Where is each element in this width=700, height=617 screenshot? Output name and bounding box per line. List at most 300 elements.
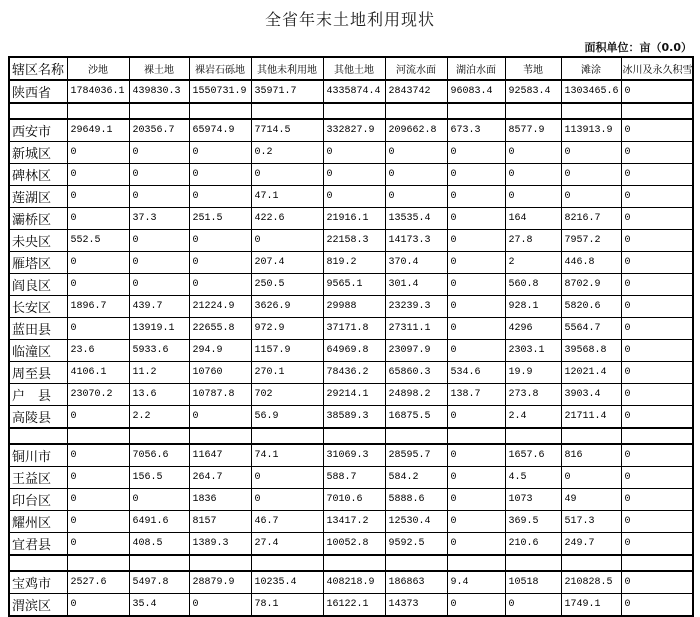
value-cell: 5933.6 xyxy=(129,340,189,362)
value-cell: 3903.4 xyxy=(561,384,621,406)
value-cell: 1389.3 xyxy=(189,533,251,556)
value-cell: 23070.2 xyxy=(67,384,129,406)
value-cell xyxy=(561,103,621,119)
value-cell: 0 xyxy=(505,594,561,617)
value-cell: 0 xyxy=(385,164,447,186)
value-cell: 13.6 xyxy=(129,384,189,406)
value-cell: 0 xyxy=(251,489,323,511)
column-header: 沙地 xyxy=(67,57,129,80)
value-cell: 0 xyxy=(189,594,251,617)
table-row xyxy=(9,318,693,340)
value-cell: 0 xyxy=(621,142,693,164)
value-cell: 5888.6 xyxy=(385,489,447,511)
value-cell: 9592.5 xyxy=(385,533,447,556)
value-cell: 0 xyxy=(189,274,251,296)
value-cell: 972.9 xyxy=(251,318,323,340)
value-cell: 10760 xyxy=(189,362,251,384)
value-cell: 186863 xyxy=(385,571,447,594)
value-cell: 7957.2 xyxy=(561,230,621,252)
value-cell: 0 xyxy=(447,274,505,296)
value-cell: 7056.6 xyxy=(129,444,189,467)
value-cell: 552.5 xyxy=(67,230,129,252)
column-header-district: 辖区名称 xyxy=(9,57,67,80)
value-cell: 16122.1 xyxy=(323,594,385,617)
value-cell: 0 xyxy=(129,142,189,164)
value-cell: 21224.9 xyxy=(189,296,251,318)
value-cell: 113913.9 xyxy=(561,119,621,142)
value-cell: 0 xyxy=(67,318,129,340)
value-cell: 0 xyxy=(67,467,129,489)
value-cell: 0 xyxy=(505,164,561,186)
value-cell: 1784036.1 xyxy=(67,80,129,103)
value-cell: 210828.5 xyxy=(561,571,621,594)
value-cell: 31069.3 xyxy=(323,444,385,467)
value-cell: 8157 xyxy=(189,511,251,533)
value-cell: 1073 xyxy=(505,489,561,511)
table-row xyxy=(9,80,693,103)
value-cell: 22158.3 xyxy=(323,230,385,252)
table-header xyxy=(9,57,693,80)
value-cell: 5564.7 xyxy=(561,318,621,340)
value-cell: 560.8 xyxy=(505,274,561,296)
value-cell: 39568.8 xyxy=(561,340,621,362)
value-cell: 0 xyxy=(621,186,693,208)
table-row xyxy=(9,594,693,617)
value-cell: 210.6 xyxy=(505,533,561,556)
value-cell: 0 xyxy=(621,511,693,533)
value-cell: 0 xyxy=(621,444,693,467)
table-body xyxy=(9,80,693,616)
row-name-cell: 渭滨区 xyxy=(9,594,67,617)
table-row xyxy=(9,489,693,511)
value-cell: 0 xyxy=(67,252,129,274)
value-cell xyxy=(385,103,447,119)
table-row xyxy=(9,340,693,362)
value-cell: 207.4 xyxy=(251,252,323,274)
value-cell: 0 xyxy=(447,142,505,164)
value-cell: 49 xyxy=(561,489,621,511)
value-cell: 0 xyxy=(447,340,505,362)
table-row xyxy=(9,119,693,142)
value-cell: 23.6 xyxy=(67,340,129,362)
column-header: 裸土地 xyxy=(129,57,189,80)
value-cell: 35.4 xyxy=(129,594,189,617)
value-cell: 250.5 xyxy=(251,274,323,296)
row-name-cell: 宝鸡市 xyxy=(9,571,67,594)
value-cell: 408.5 xyxy=(129,533,189,556)
value-cell: 0 xyxy=(189,406,251,429)
value-cell: 370.4 xyxy=(385,252,447,274)
value-cell: 0 xyxy=(129,186,189,208)
value-cell: 1749.1 xyxy=(561,594,621,617)
value-cell: 0 xyxy=(67,208,129,230)
value-cell: 4335874.4 xyxy=(323,80,385,103)
value-cell: 35971.7 xyxy=(251,80,323,103)
value-cell: 1303465.6 xyxy=(561,80,621,103)
separator-row xyxy=(9,555,693,571)
value-cell: 38589.3 xyxy=(323,406,385,429)
value-cell: 0 xyxy=(621,340,693,362)
value-cell: 0 xyxy=(189,230,251,252)
value-cell: 422.6 xyxy=(251,208,323,230)
value-cell: 0 xyxy=(129,489,189,511)
value-cell: 0 xyxy=(251,230,323,252)
row-name-cell: 印台区 xyxy=(9,489,67,511)
row-name-cell: 雁塔区 xyxy=(9,252,67,274)
table-row xyxy=(9,274,693,296)
column-header: 湖泊水面 xyxy=(447,57,505,80)
land-use-table xyxy=(8,56,694,617)
value-cell xyxy=(621,555,693,571)
value-cell: 46.7 xyxy=(251,511,323,533)
value-cell: 294.9 xyxy=(189,340,251,362)
value-cell: 0 xyxy=(385,186,447,208)
value-cell: 6491.6 xyxy=(129,511,189,533)
value-cell: 270.1 xyxy=(251,362,323,384)
value-cell: 78.1 xyxy=(251,594,323,617)
value-cell: 249.7 xyxy=(561,533,621,556)
value-cell: 0 xyxy=(189,252,251,274)
value-cell: 156.5 xyxy=(129,467,189,489)
table-row xyxy=(9,230,693,252)
area-unit-note: 面积单位：亩（0.0） xyxy=(584,41,692,54)
value-cell: 439.7 xyxy=(129,296,189,318)
table-row xyxy=(9,164,693,186)
value-cell: 0 xyxy=(323,186,385,208)
value-cell xyxy=(189,428,251,444)
row-name-cell: 碑林区 xyxy=(9,164,67,186)
value-cell: 14173.3 xyxy=(385,230,447,252)
value-cell: 21711.4 xyxy=(561,406,621,429)
value-cell: 0.2 xyxy=(251,142,323,164)
value-cell: 0 xyxy=(505,142,561,164)
value-cell: 702 xyxy=(251,384,323,406)
value-cell: 1157.9 xyxy=(251,340,323,362)
value-cell: 0 xyxy=(447,230,505,252)
value-cell: 0 xyxy=(447,252,505,274)
value-cell: 37171.8 xyxy=(323,318,385,340)
value-cell: 10518 xyxy=(505,571,561,594)
value-cell: 27.8 xyxy=(505,230,561,252)
row-name-cell: 户 县 xyxy=(9,384,67,406)
value-cell: 8216.7 xyxy=(561,208,621,230)
value-cell: 0 xyxy=(621,274,693,296)
value-cell: 0 xyxy=(561,164,621,186)
value-cell xyxy=(129,103,189,119)
value-cell: 23097.9 xyxy=(385,340,447,362)
value-cell: 0 xyxy=(189,186,251,208)
value-cell: 928.1 xyxy=(505,296,561,318)
value-cell: 534.6 xyxy=(447,362,505,384)
value-cell xyxy=(505,103,561,119)
value-cell xyxy=(67,555,129,571)
value-cell: 0 xyxy=(67,274,129,296)
value-cell: 2.4 xyxy=(505,406,561,429)
value-cell: 408218.9 xyxy=(323,571,385,594)
value-cell: 0 xyxy=(67,533,129,556)
row-name-cell xyxy=(9,555,67,571)
separator-row xyxy=(9,103,693,119)
value-cell: 0 xyxy=(447,511,505,533)
table-row xyxy=(9,252,693,274)
value-cell: 2 xyxy=(505,252,561,274)
value-cell: 11647 xyxy=(189,444,251,467)
value-cell: 517.3 xyxy=(561,511,621,533)
value-cell: 0 xyxy=(129,164,189,186)
value-cell: 273.8 xyxy=(505,384,561,406)
value-cell xyxy=(251,103,323,119)
value-cell xyxy=(505,428,561,444)
row-name-cell xyxy=(9,428,67,444)
value-cell: 24898.2 xyxy=(385,384,447,406)
value-cell xyxy=(67,103,129,119)
value-cell: 164 xyxy=(505,208,561,230)
value-cell: 0 xyxy=(621,533,693,556)
value-cell: 0 xyxy=(67,406,129,429)
value-cell: 0 xyxy=(621,489,693,511)
table-row xyxy=(9,384,693,406)
row-name-cell: 周至县 xyxy=(9,362,67,384)
value-cell: 138.7 xyxy=(447,384,505,406)
table-row xyxy=(9,444,693,467)
value-cell: 588.7 xyxy=(323,467,385,489)
value-cell: 0 xyxy=(189,164,251,186)
row-name-cell: 阎良区 xyxy=(9,274,67,296)
row-name-cell: 灞桥区 xyxy=(9,208,67,230)
value-cell: 12530.4 xyxy=(385,511,447,533)
table-row xyxy=(9,571,693,594)
value-cell: 29649.1 xyxy=(67,119,129,142)
value-cell: 0 xyxy=(621,362,693,384)
value-cell: 0 xyxy=(129,274,189,296)
table-row xyxy=(9,533,693,556)
table-row xyxy=(9,406,693,429)
value-cell: 27311.1 xyxy=(385,318,447,340)
value-cell: 819.2 xyxy=(323,252,385,274)
value-cell: 8702.9 xyxy=(561,274,621,296)
value-cell: 47.1 xyxy=(251,186,323,208)
value-cell: 29988 xyxy=(323,296,385,318)
value-cell xyxy=(251,555,323,571)
value-cell xyxy=(323,103,385,119)
value-cell: 0 xyxy=(67,489,129,511)
value-cell xyxy=(129,555,189,571)
table-row xyxy=(9,296,693,318)
value-cell: 0 xyxy=(67,164,129,186)
value-cell: 1550731.9 xyxy=(189,80,251,103)
value-cell: 5497.8 xyxy=(129,571,189,594)
value-cell: 28595.7 xyxy=(385,444,447,467)
value-cell: 21916.1 xyxy=(323,208,385,230)
value-cell: 332827.9 xyxy=(323,119,385,142)
value-cell: 0 xyxy=(621,164,693,186)
row-name-cell: 新城区 xyxy=(9,142,67,164)
value-cell xyxy=(323,555,385,571)
value-cell xyxy=(447,103,505,119)
value-cell: 9565.1 xyxy=(323,274,385,296)
value-cell: 5820.6 xyxy=(561,296,621,318)
value-cell: 0 xyxy=(67,186,129,208)
value-cell: 0 xyxy=(621,318,693,340)
value-cell: 0 xyxy=(323,142,385,164)
value-cell: 1836 xyxy=(189,489,251,511)
value-cell xyxy=(129,428,189,444)
value-cell: 28879.9 xyxy=(189,571,251,594)
value-cell: 0 xyxy=(621,467,693,489)
value-cell: 7714.5 xyxy=(251,119,323,142)
value-cell: 0 xyxy=(621,296,693,318)
value-cell: 0 xyxy=(447,489,505,511)
value-cell: 439830.3 xyxy=(129,80,189,103)
table-row xyxy=(9,511,693,533)
value-cell: 2303.1 xyxy=(505,340,561,362)
value-cell: 9.4 xyxy=(447,571,505,594)
value-cell: 29214.1 xyxy=(323,384,385,406)
value-cell xyxy=(251,428,323,444)
value-cell: 23239.3 xyxy=(385,296,447,318)
value-cell: 301.4 xyxy=(385,274,447,296)
value-cell: 0 xyxy=(447,444,505,467)
column-header: 河流水面 xyxy=(385,57,447,80)
value-cell: 0 xyxy=(129,252,189,274)
value-cell: 816 xyxy=(561,444,621,467)
row-name-cell xyxy=(9,103,67,119)
value-cell: 0 xyxy=(447,467,505,489)
value-cell: 74.1 xyxy=(251,444,323,467)
value-cell: 209662.8 xyxy=(385,119,447,142)
table-row xyxy=(9,208,693,230)
value-cell: 92583.4 xyxy=(505,80,561,103)
value-cell: 7010.6 xyxy=(323,489,385,511)
value-cell: 251.5 xyxy=(189,208,251,230)
value-cell xyxy=(67,428,129,444)
row-name-cell: 蓝田县 xyxy=(9,318,67,340)
value-cell xyxy=(323,428,385,444)
page-title: 全省年末土地利用现状 xyxy=(264,10,435,29)
value-cell: 0 xyxy=(561,142,621,164)
value-cell: 0 xyxy=(385,142,447,164)
value-cell: 13535.4 xyxy=(385,208,447,230)
value-cell: 4.5 xyxy=(505,467,561,489)
value-cell xyxy=(561,428,621,444)
column-header: 冰川及永久积雪 xyxy=(621,57,693,80)
table-header-row xyxy=(9,57,693,80)
value-cell xyxy=(189,103,251,119)
value-cell: 19.9 xyxy=(505,362,561,384)
row-name-cell: 西安市 xyxy=(9,119,67,142)
value-cell: 0 xyxy=(189,142,251,164)
value-cell: 13417.2 xyxy=(323,511,385,533)
value-cell: 0 xyxy=(447,594,505,617)
value-cell: 0 xyxy=(621,594,693,617)
value-cell: 0 xyxy=(621,571,693,594)
row-name-cell: 宜君县 xyxy=(9,533,67,556)
value-cell: 0 xyxy=(447,533,505,556)
value-cell: 0 xyxy=(447,318,505,340)
value-cell: 0 xyxy=(621,406,693,429)
value-cell: 0 xyxy=(447,296,505,318)
value-cell: 2843742 xyxy=(385,80,447,103)
value-cell: 65860.3 xyxy=(385,362,447,384)
row-name-cell: 高陵县 xyxy=(9,406,67,429)
value-cell: 2527.6 xyxy=(67,571,129,594)
value-cell: 27.4 xyxy=(251,533,323,556)
value-cell: 14373 xyxy=(385,594,447,617)
column-header: 其他土地 xyxy=(323,57,385,80)
value-cell: 264.7 xyxy=(189,467,251,489)
value-cell: 1657.6 xyxy=(505,444,561,467)
value-cell xyxy=(385,555,447,571)
value-cell xyxy=(189,555,251,571)
value-cell: 0 xyxy=(505,186,561,208)
row-name-cell: 临潼区 xyxy=(9,340,67,362)
value-cell: 56.9 xyxy=(251,406,323,429)
value-cell: 1896.7 xyxy=(67,296,129,318)
row-name-cell: 长安区 xyxy=(9,296,67,318)
value-cell: 673.3 xyxy=(447,119,505,142)
separator-row xyxy=(9,428,693,444)
value-cell: 96083.4 xyxy=(447,80,505,103)
column-header: 苇地 xyxy=(505,57,561,80)
row-name-cell: 未央区 xyxy=(9,230,67,252)
value-cell: 22655.8 xyxy=(189,318,251,340)
value-cell: 0 xyxy=(621,208,693,230)
value-cell: 2.2 xyxy=(129,406,189,429)
value-cell xyxy=(447,555,505,571)
value-cell: 0 xyxy=(323,164,385,186)
column-header: 裸岩石砾地 xyxy=(189,57,251,80)
value-cell: 8577.9 xyxy=(505,119,561,142)
value-cell: 0 xyxy=(447,208,505,230)
row-name-cell: 铜川市 xyxy=(9,444,67,467)
row-name-cell: 莲湖区 xyxy=(9,186,67,208)
table-row xyxy=(9,142,693,164)
value-cell: 64969.8 xyxy=(323,340,385,362)
value-cell: 0 xyxy=(621,252,693,274)
column-header: 滩涂 xyxy=(561,57,621,80)
value-cell xyxy=(621,103,693,119)
value-cell: 3626.9 xyxy=(251,296,323,318)
table-row xyxy=(9,186,693,208)
value-cell: 446.8 xyxy=(561,252,621,274)
value-cell: 13919.1 xyxy=(129,318,189,340)
value-cell xyxy=(621,428,693,444)
value-cell: 0 xyxy=(251,164,323,186)
value-cell: 0 xyxy=(67,142,129,164)
value-cell xyxy=(447,428,505,444)
column-header: 其他未利用地 xyxy=(251,57,323,80)
value-cell: 0 xyxy=(67,444,129,467)
value-cell: 4296 xyxy=(505,318,561,340)
table-row xyxy=(9,362,693,384)
value-cell: 12021.4 xyxy=(561,362,621,384)
value-cell: 0 xyxy=(67,511,129,533)
value-cell: 4106.1 xyxy=(67,362,129,384)
row-name-cell: 陕西省 xyxy=(9,80,67,103)
value-cell xyxy=(505,555,561,571)
value-cell: 0 xyxy=(251,467,323,489)
value-cell: 10052.8 xyxy=(323,533,385,556)
value-cell: 0 xyxy=(621,384,693,406)
value-cell: 0 xyxy=(621,119,693,142)
value-cell: 37.3 xyxy=(129,208,189,230)
value-cell: 0 xyxy=(561,186,621,208)
row-name-cell: 耀州区 xyxy=(9,511,67,533)
value-cell: 78436.2 xyxy=(323,362,385,384)
value-cell: 0 xyxy=(447,186,505,208)
value-cell: 10787.8 xyxy=(189,384,251,406)
value-cell: 0 xyxy=(621,80,693,103)
